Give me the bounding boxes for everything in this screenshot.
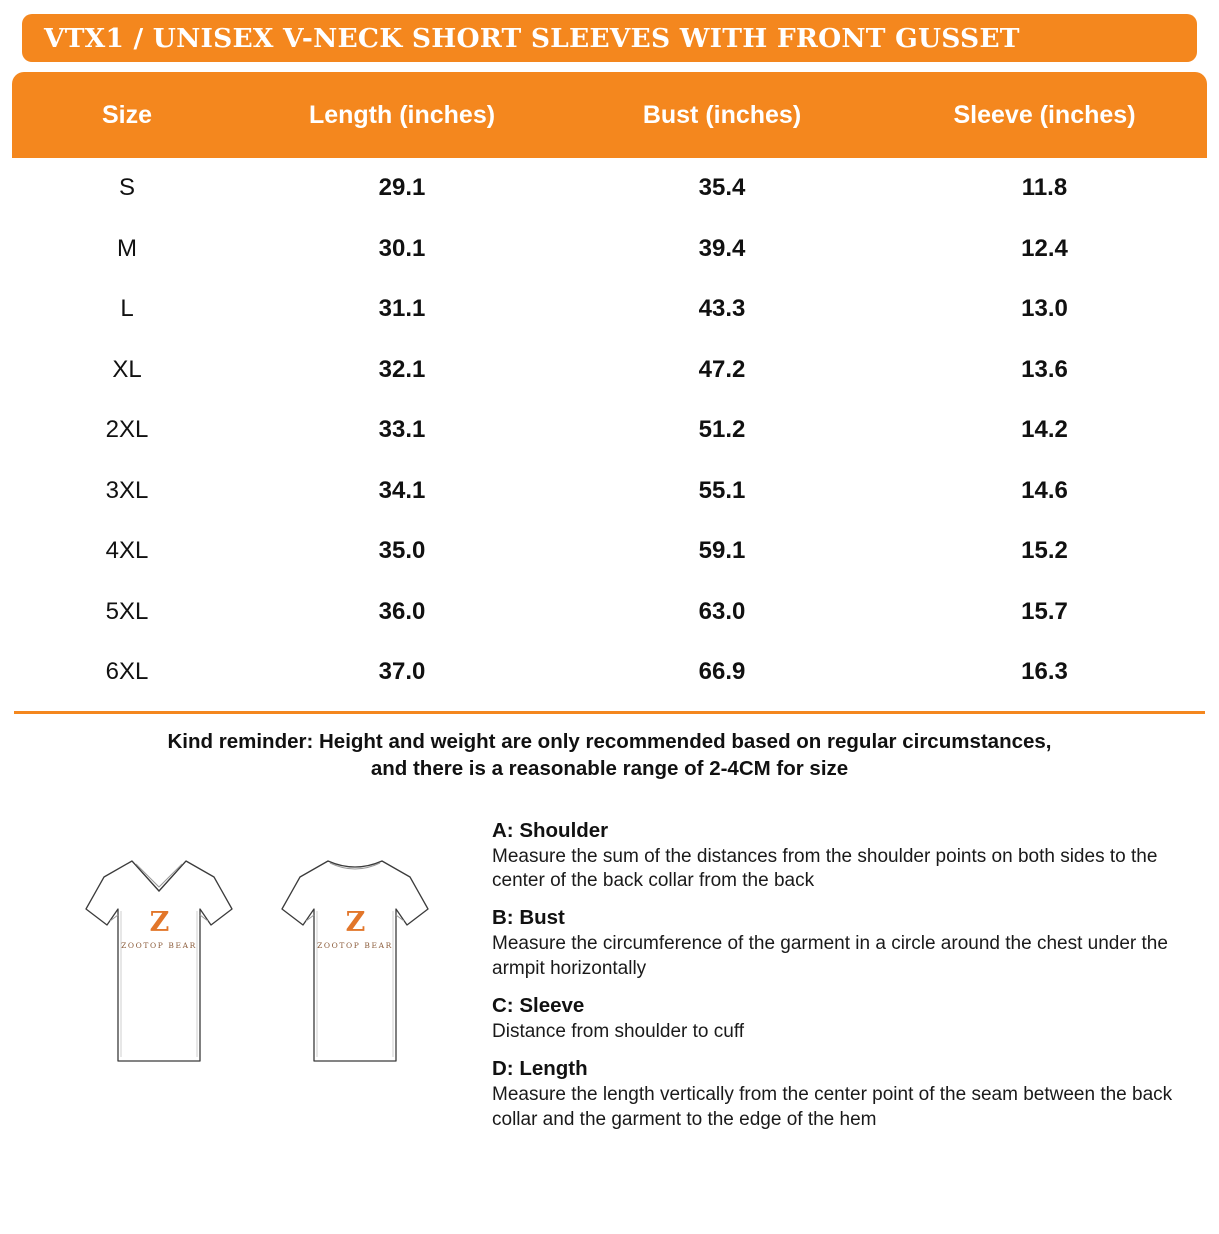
cell-sleeve: 15.2 bbox=[1021, 537, 1068, 565]
cell-size: 6XL bbox=[105, 658, 149, 686]
definition-body: Measure the sum of the distances from the shoulder points on both sides to the center of the back collar from the back bbox=[492, 845, 1158, 892]
table-row bbox=[12, 340, 1207, 401]
cell-sleeve: 13.0 bbox=[1021, 295, 1068, 323]
column-header-size: Size bbox=[101, 100, 153, 129]
cell-length: 30.1 bbox=[378, 234, 426, 262]
cell-size: S bbox=[118, 174, 135, 202]
cell-sleeve: 14.2 bbox=[1021, 416, 1068, 444]
tshirt-front-icon bbox=[74, 847, 244, 1077]
shirt-back-logo bbox=[270, 906, 440, 950]
cell-sleeve: 11.8 bbox=[1021, 174, 1068, 202]
table-header-row bbox=[12, 72, 1207, 158]
cell-size: 5XL bbox=[105, 597, 149, 625]
cell-sleeve: 13.6 bbox=[1021, 355, 1068, 383]
cell-size: L bbox=[120, 295, 134, 323]
tshirt-back-icon bbox=[270, 847, 440, 1077]
definition-body: Distance from shoulder to cuff bbox=[492, 1021, 745, 1043]
cell-bust: 63.0 bbox=[698, 597, 746, 625]
cell-length: 34.1 bbox=[378, 476, 426, 504]
cell-bust: 47.2 bbox=[698, 355, 746, 383]
cell-length: 35.0 bbox=[378, 537, 426, 565]
table-row bbox=[12, 400, 1207, 461]
cell-sleeve: 16.3 bbox=[1021, 658, 1068, 686]
cell-size: 2XL bbox=[105, 416, 149, 444]
definition-length bbox=[492, 1057, 1197, 1132]
definition-title: C: Sleeve bbox=[492, 994, 585, 1018]
cell-bust: 66.9 bbox=[698, 658, 746, 686]
cell-length: 33.1 bbox=[378, 416, 426, 444]
measurement-definitions bbox=[492, 805, 1197, 1145]
cell-length: 29.1 bbox=[378, 174, 426, 202]
cell-bust: 51.2 bbox=[698, 416, 746, 444]
lower-section bbox=[0, 805, 1219, 1145]
cell-sleeve: 14.6 bbox=[1021, 476, 1068, 504]
cell-bust: 35.4 bbox=[698, 174, 746, 202]
shirt-front-illustration bbox=[74, 847, 244, 1077]
reminder-line-2: and there is a reasonable range of 2-4CM for size bbox=[370, 757, 849, 781]
definition-body: Measure the circumference of the garment in a circle around the chest under the armpit horizontally bbox=[492, 933, 1168, 979]
page-title: VTX1 / UNISEX V-NECK SHORT SLEEVES WITH FRONT GUSSET bbox=[44, 22, 1020, 54]
table-row bbox=[12, 521, 1207, 582]
definition-title: B: Bust bbox=[492, 906, 565, 930]
shirt-back-illustration bbox=[270, 847, 440, 1077]
size-chart-page bbox=[0, 14, 1219, 1234]
cell-length: 37.0 bbox=[378, 658, 426, 686]
definition-title: D: Length bbox=[492, 1057, 588, 1081]
table-row bbox=[12, 219, 1207, 280]
logo-brand-text: ZOOTOP BEAR bbox=[121, 940, 197, 950]
definition-sleeve bbox=[492, 994, 1197, 1044]
section-divider bbox=[14, 711, 1205, 714]
logo-brand-text: ZOOTOP BEAR bbox=[317, 940, 393, 950]
cell-size: M bbox=[117, 234, 137, 262]
cell-size: XL bbox=[112, 355, 142, 383]
cell-size: 3XL bbox=[105, 476, 149, 504]
cell-sleeve: 15.7 bbox=[1021, 597, 1068, 625]
definition-shoulder bbox=[492, 819, 1197, 894]
table-row bbox=[12, 582, 1207, 643]
definition-body: Measure the length vertically from the center point of the seam between the back collar and the garment to the edge of the hem bbox=[492, 1084, 1173, 1130]
cell-length: 32.1 bbox=[378, 355, 426, 383]
column-header-bust: Bust (inches) bbox=[642, 100, 802, 129]
cell-bust: 39.4 bbox=[698, 234, 746, 262]
size-table bbox=[12, 72, 1207, 703]
definition-bust bbox=[492, 906, 1197, 981]
table-row bbox=[12, 461, 1207, 522]
shirt-illustrations bbox=[22, 805, 492, 1145]
definition-title: A: Shoulder bbox=[492, 818, 609, 842]
table-row bbox=[12, 642, 1207, 703]
cell-length: 31.1 bbox=[378, 295, 426, 323]
column-header-length: Length (inches) bbox=[308, 100, 496, 129]
table-row bbox=[12, 158, 1207, 219]
cell-sleeve: 12.4 bbox=[1021, 234, 1068, 262]
cell-size: 4XL bbox=[105, 537, 149, 565]
reminder-text bbox=[20, 728, 1199, 783]
cell-bust: 59.1 bbox=[698, 537, 746, 565]
cell-length: 36.0 bbox=[378, 597, 426, 625]
logo-mark: Z bbox=[345, 906, 365, 938]
logo-mark: Z bbox=[149, 906, 169, 938]
shirt-front-logo bbox=[74, 906, 244, 950]
page-title-bar bbox=[22, 14, 1197, 62]
table-row bbox=[12, 279, 1207, 340]
cell-bust: 55.1 bbox=[698, 476, 746, 504]
column-header-sleeve: Sleeve (inches) bbox=[953, 100, 1136, 129]
reminder-line-1: Kind reminder: Height and weight are only recommended based on regular circumstances, bbox=[167, 729, 1052, 753]
cell-bust: 43.3 bbox=[698, 295, 746, 323]
